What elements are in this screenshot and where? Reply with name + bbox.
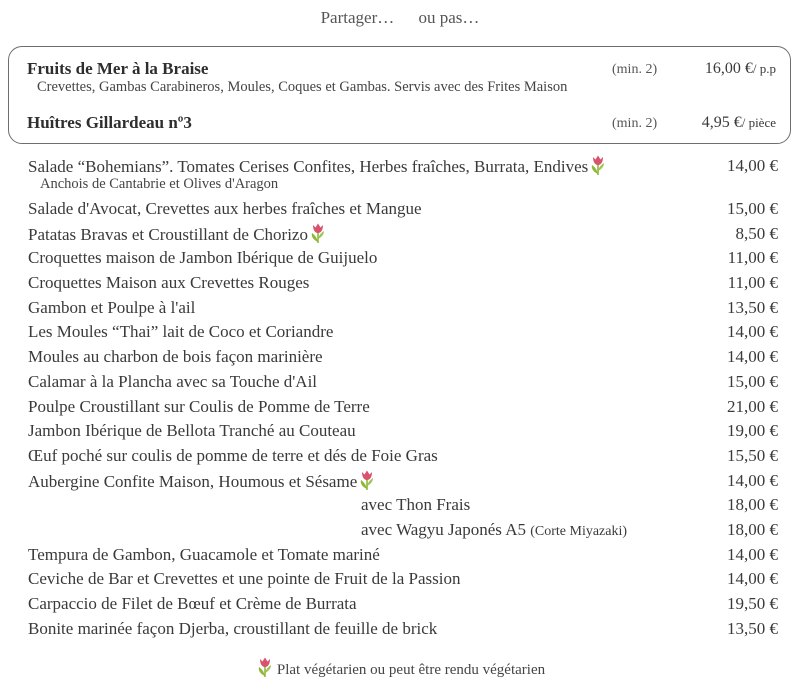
tulip-icon — [357, 472, 375, 491]
menu-item-price: 14,00 € — [727, 544, 778, 564]
menu-item-name: Œuf poché sur coulis de pomme de terre et dés de Foie Gras — [28, 445, 438, 465]
menu-item-price: 15,00 € — [727, 199, 778, 218]
featured-item-name: Huîtres Gillardeau nº3 — [27, 113, 192, 132]
menu-item — [28, 419, 778, 444]
header-left: Partager… — [320, 8, 395, 27]
menu-item — [28, 567, 778, 592]
menu-item — [28, 617, 778, 642]
menu-item-price: 15,50 € — [727, 445, 778, 465]
menu-item-name: Aubergine Confite Maison, Houmous et Sésame — [28, 469, 375, 495]
tulip-icon — [255, 662, 277, 678]
menu-item-price: 21,00 € — [727, 396, 778, 416]
menu-item — [28, 246, 778, 271]
menu-item — [28, 296, 778, 321]
menu-item — [28, 197, 778, 222]
menu-item — [28, 320, 778, 345]
featured-item-unit: / pièce — [741, 115, 776, 130]
menu-item-name: Carpaccio de Filet de Bœuf et Crème de Burrata — [28, 594, 357, 613]
menu-item — [28, 370, 778, 395]
menu-item — [28, 469, 778, 494]
tulip-icon — [588, 157, 606, 176]
menu-item — [28, 592, 778, 617]
menu-item-variant — [28, 493, 778, 518]
menu-item-name: avec Thon Frais — [361, 495, 471, 515]
menu-item-price: 14,00 € — [727, 322, 778, 342]
menu-item-price: 14,00 € — [727, 347, 778, 367]
featured-item — [27, 113, 776, 133]
header-right: ou pas… — [418, 8, 480, 27]
menu-item-price: 11,00 € — [727, 273, 778, 293]
menu-item-name: Salade “Bohemians”. Tomates Cerises Confites, Herbes fraîches, Burrata, Endives — [28, 154, 606, 180]
menu-item-price: 14,00 € — [727, 156, 778, 175]
menu-item — [28, 395, 778, 420]
featured-item-min: (min. 2) — [612, 116, 658, 131]
menu-item-price: 18,00 € — [727, 519, 778, 539]
menu-item-price: 14,00 € — [727, 569, 778, 589]
menu-item-price: 13,50 € — [727, 618, 778, 638]
menu-item-note: (Corte Miyazaki) — [530, 523, 628, 539]
menu-item-name: Poulpe Croustillant sur Coulis de Pomme de Terre — [28, 396, 370, 416]
menu-item — [28, 543, 778, 568]
featured-item-price: 4,95 €/ pièce — [701, 114, 776, 131]
menu-item-name: Bonite marinée façon Djerba, croustillant de feuille de brick — [28, 618, 438, 638]
featured-item-description: Crevettes, Gambas Carabineros, Moules, Coques et Gambas. Servis avec des Frites Maison — [37, 79, 568, 95]
menu-item-name: Salade d'Avocat, Crevettes aux herbes fraîches et Mangue — [28, 199, 422, 218]
vegetarian-legend — [0, 656, 800, 679]
featured-box — [8, 46, 791, 144]
menu-item — [28, 444, 778, 469]
featured-item-price: 16,00 €/ p.p — [704, 60, 776, 77]
menu-item-name: Tempura de Gambon, Guacamole et Tomate mariné — [28, 544, 380, 564]
menu-item-name: Croquettes maison de Jambon Ibérique de Guijuelo — [28, 248, 378, 268]
menu-item-name: Croquettes Maison aux Crevettes Rouges — [28, 273, 310, 293]
legend-text: Plat végétarien ou peut être rendu végétarien — [276, 662, 546, 678]
menu-item-name: Patatas Bravas et Croustillant de Chorizo — [28, 222, 326, 248]
menu-item-name: avec Wagyu Japonés A5 (Corte Miyazaki) — [361, 519, 628, 539]
featured-item — [27, 59, 776, 79]
menu-item-name: Ceviche de Bar et Crevettes et une pointe de Fruit de la Passion — [28, 569, 461, 589]
menu-item-price: 14,00 € — [727, 470, 778, 490]
featured-item-min: (min. 2) — [612, 62, 658, 77]
menu-item-description: Anchois de Cantabrie et Olives d'Aragon — [40, 176, 279, 192]
menu-item-price: 11,00 € — [727, 248, 778, 268]
menu-item-name: Moules au charbon de bois façon marinière — [28, 347, 323, 367]
tulip-icon — [308, 225, 326, 244]
menu-item — [28, 345, 778, 370]
menu-list — [28, 154, 778, 641]
menu-item-price: 19,50 € — [727, 594, 778, 613]
menu-item-name: Les Moules “Thai” lait de Coco et Coriandre — [28, 322, 334, 342]
menu-item-name: Gambon et Poulpe à l'ail — [28, 297, 196, 317]
menu-item-price: 13,50 € — [727, 297, 778, 317]
menu-item-variant — [28, 518, 778, 543]
menu-header — [0, 8, 800, 28]
menu-item — [28, 154, 778, 197]
menu-item-price: 8,50 € — [735, 223, 778, 243]
menu-item-price: 15,00 € — [727, 371, 778, 391]
menu-item-price: 19,00 € — [727, 421, 778, 441]
menu-item — [28, 271, 778, 296]
menu-item-name: Jambon Ibérique de Bellota Tranché au Couteau — [28, 421, 356, 441]
featured-item-name: Fruits de Mer à la Braise — [27, 59, 209, 78]
menu-item-price: 18,00 € — [727, 495, 778, 515]
menu-item — [28, 222, 778, 247]
featured-item-unit: / p.p — [752, 61, 776, 76]
menu-item-name: Calamar à la Plancha avec sa Touche d'Ail — [28, 371, 318, 391]
